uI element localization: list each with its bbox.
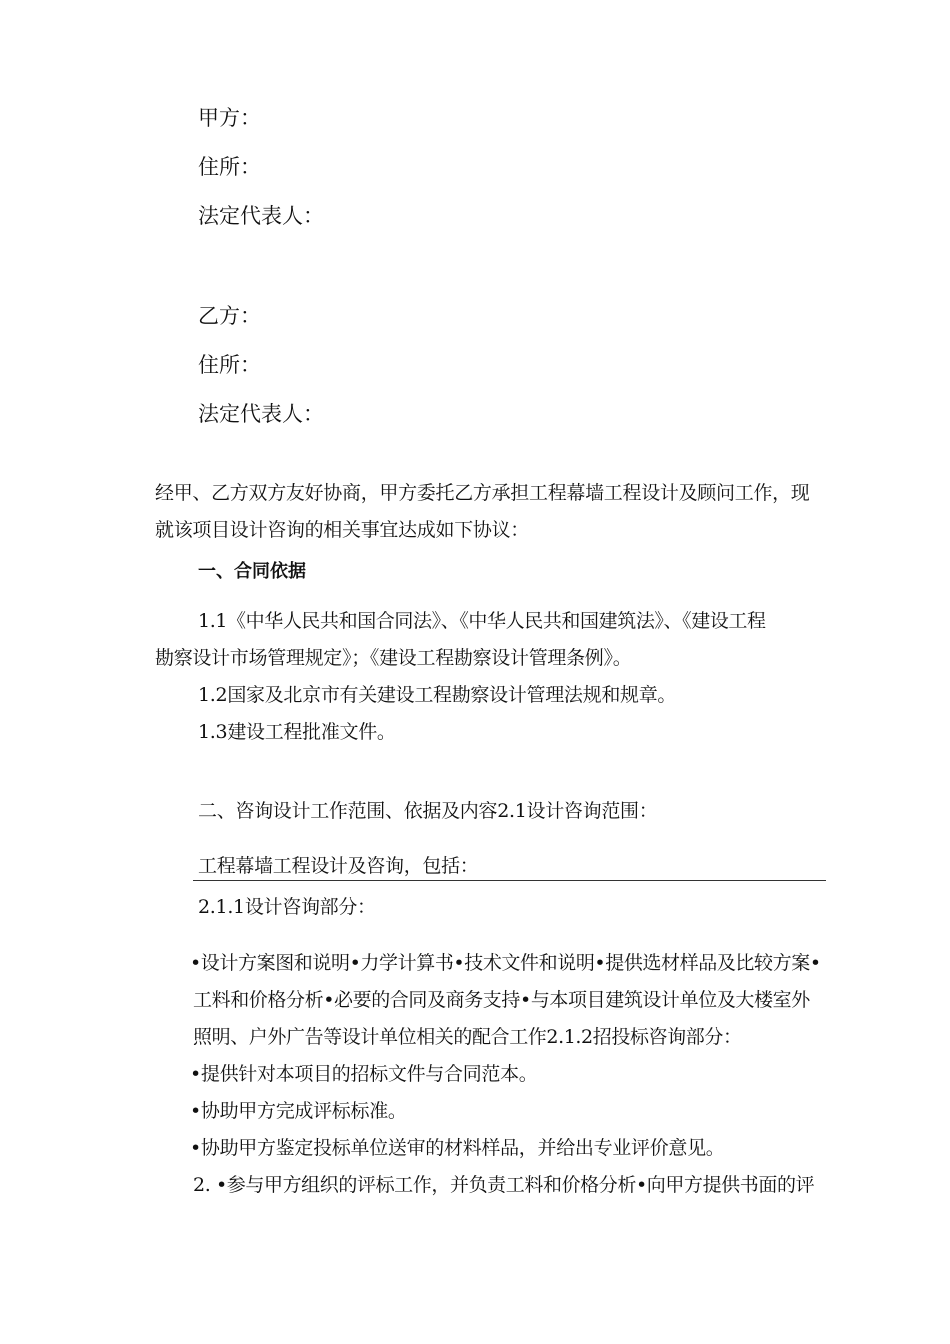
horizontal-divider	[193, 880, 826, 881]
party-b-address-label: 住所：	[198, 353, 261, 377]
bullets-line-3: 照明、户外广告等设计单位相关的配合工作2.1.2招投标咨询部分：	[193, 1026, 742, 1048]
bullets-line-1: •设计方案图和说明•力学计算书•技术文件和说明•提供选材样品及比较方案•	[190, 952, 821, 974]
party-b-label: 乙方：	[198, 304, 261, 328]
clause-2-last-line: 2. •参与甲方组织的评标工作，并负责工料和价格分析•向甲方提供书面的评	[193, 1174, 815, 1196]
clause-1-3: 1.3建设工程批准文件。	[198, 721, 396, 743]
bullet-tender-docs: •提供针对本项目的招标文件与合同范本。	[190, 1063, 538, 1085]
party-b-representative-label: 法定代表人：	[198, 402, 324, 426]
bullets-line-2: 工料和价格分析•必要的合同及商务支持•与本项目建筑设计单位及大楼室外	[193, 989, 810, 1011]
party-a-representative-label: 法定代表人：	[198, 204, 324, 228]
section-1-heading: 一、合同依据	[198, 561, 306, 582]
section-2-heading: 二、咨询设计工作范围、依据及内容2.1设计咨询范围：	[198, 800, 658, 822]
bullet-material-samples: •协助甲方鉴定投标单位送审的材料样品，并给出专业评价意见。	[190, 1137, 725, 1159]
intro-line-1: 经甲、乙方双方友好协商，甲方委托乙方承担工程幕墙工程设计及顾问工作，现	[155, 482, 810, 504]
sub-section-2-1-1: 2.1.1设计咨询部分：	[198, 896, 376, 918]
clause-1-1-line-1: 1.1《中华人民共和国合同法》、《中华人民共和国建筑法》、《建设工程	[198, 610, 766, 632]
intro-line-2: 就该项目设计咨询的相关事宜达成如下协议：	[155, 519, 530, 541]
scope-line: 工程幕墙工程设计及咨询，包括：	[198, 855, 479, 877]
party-a-label: 甲方：	[198, 106, 261, 130]
clause-1-2: 1.2国家及北京市有关建设工程勘察设计管理法规和规章。	[198, 684, 677, 706]
bullet-eval-standard: •协助甲方完成评标标准。	[190, 1100, 407, 1122]
party-a-address-label: 住所：	[198, 155, 261, 179]
clause-1-1-line-2: 勘察设计市场管理规定》；《建设工程勘察设计管理条例》。	[155, 647, 632, 669]
